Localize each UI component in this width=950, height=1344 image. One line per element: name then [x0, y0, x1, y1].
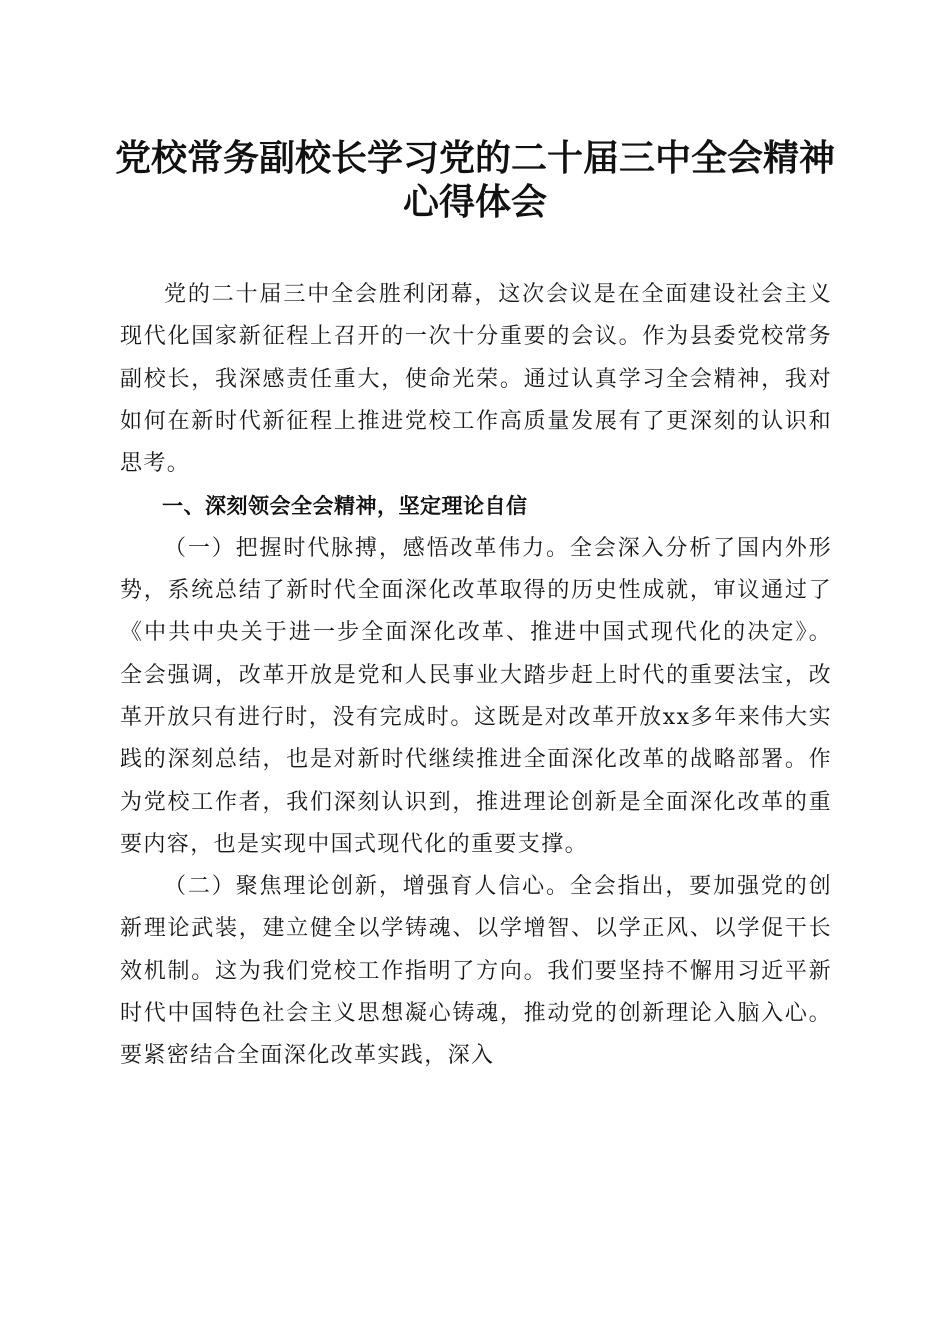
- section-heading-1: 一、深刻领会全会精神，坚定理论自信: [162, 494, 528, 519]
- paragraph-2: [120, 866, 832, 1077]
- paragraph-2-lead: （二）聚焦理论创新，增强育人信心。: [164, 874, 570, 900]
- title-line-1: 党校常务副校长学习党的二十届三中全会精神: [114, 137, 835, 179]
- title-line-2: 心得体会: [402, 181, 547, 223]
- paragraph-1-body: 全会深入分析了国内外形势，系统总结了新时代全面深化改革取得的历史性成就，审议通过了《中共中央关于进一步全面深化改革、推进中国式现代化的决定》。全会强调，改革开放是党和人民事业大踏步赶上时代的重要法宝，改革开放只有进行时，没有完成时。这既是对改革开放xx多年来伟大实践的深刻总结，也是对新时代继续推进全面深化改革的战略部署。作为党校工作者，我们深刻认识到，推进理论创新是全面深化改革的重要内容，也是实现中国式现代化的重要支撑。: [120, 535, 832, 857]
- document-title: [100, 136, 850, 224]
- paragraph-1: [120, 528, 832, 866]
- paragraph-2-body: 全会指出，要加强党的创新理论武装，建立健全以学铸魂、以学增智、以学正风、以学促干长效机制。这为我们党校工作指明了方向。我们要坚持不懈用习近平新时代中国特色社会主义思想凝心铸魂，推动党的创新理论入脑入心。要紧密结合全面深化改革实践，深入: [120, 874, 832, 1069]
- paragraph-1-lead: （一）把握时代脉搏，感悟改革伟力。: [164, 535, 570, 561]
- document-body: [120, 274, 832, 1078]
- intro-paragraph: 党的二十届三中全会胜利闭幕，这次会议是在全面建设社会主义现代化国家新征程上召开的一次十分重要的会议。作为县委党校常务副校长，我深感责任重大，使命光荣。通过认真学习全会精神，我对如何在新时代新征程上推进党校工作高质量发展有了更深刻的认识和思考。: [120, 282, 832, 477]
